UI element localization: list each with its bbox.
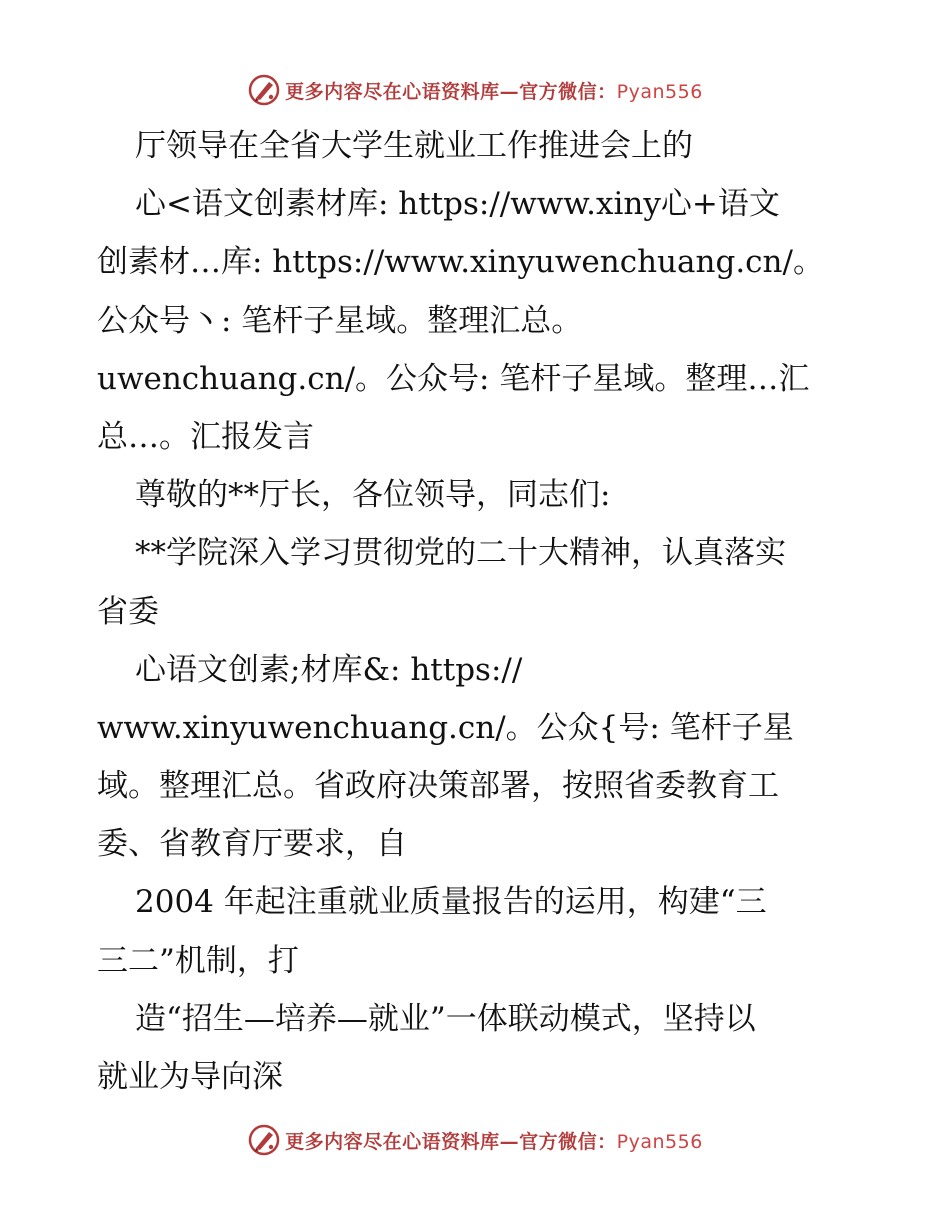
text-line: uwenchuang.cn/。公众号: 笔杆子星域。整理…汇 <box>97 360 810 397</box>
document-body <box>97 117 857 1106</box>
text-line: 心语文创素;材库&: https:// <box>135 651 523 688</box>
logo-icon <box>247 1123 281 1157</box>
text-line: 域。整理汇总。省政府决策部署，按照省委教育工 <box>97 768 779 805</box>
banner-text: 更多内容尽在心语资料库—官方微信：Pyan556 <box>285 80 703 103</box>
text-line: 委、省教育厅要求，自 <box>97 826 407 863</box>
text-line: 心<语文创素材库: https://www.xiny心+语文 <box>135 186 780 223</box>
header-banner <box>0 70 950 110</box>
text-line: 尊敬的**厅长，各位领导，同志们: <box>135 477 611 514</box>
text-line: 公众号丶: 笔杆子星域。整理汇总。 <box>97 302 583 339</box>
footer-banner <box>0 1120 950 1160</box>
text-line: 三二”机制，打 <box>97 942 299 979</box>
logo-icon <box>247 73 281 107</box>
text-line: 2004 年起注重就业质量报告的运用，构建“三 <box>135 884 767 921</box>
banner-text: 更多内容尽在心语资料库—官方微信：Pyan556 <box>285 1130 703 1153</box>
text-line: **学院深入学习贯彻党的二十大精神，认真落实 <box>135 535 786 572</box>
text-line: www.xinyuwenchuang.cn/。公众{号: 笔杆子星 <box>97 709 794 746</box>
text-line: 厅领导在全省大学生就业工作推进会上的 <box>135 128 693 164</box>
text-line: 省委 <box>97 593 159 630</box>
text-line: 创素材…库: https://www.xinyuwenchuang.cn/。 <box>97 244 824 281</box>
text-line: 总…。汇报发言 <box>97 418 314 455</box>
text-line: 造“招生—培养—就业”一体联动模式，坚持以 <box>135 1000 756 1037</box>
text-line: 就业为导向深 <box>97 1059 283 1095</box>
